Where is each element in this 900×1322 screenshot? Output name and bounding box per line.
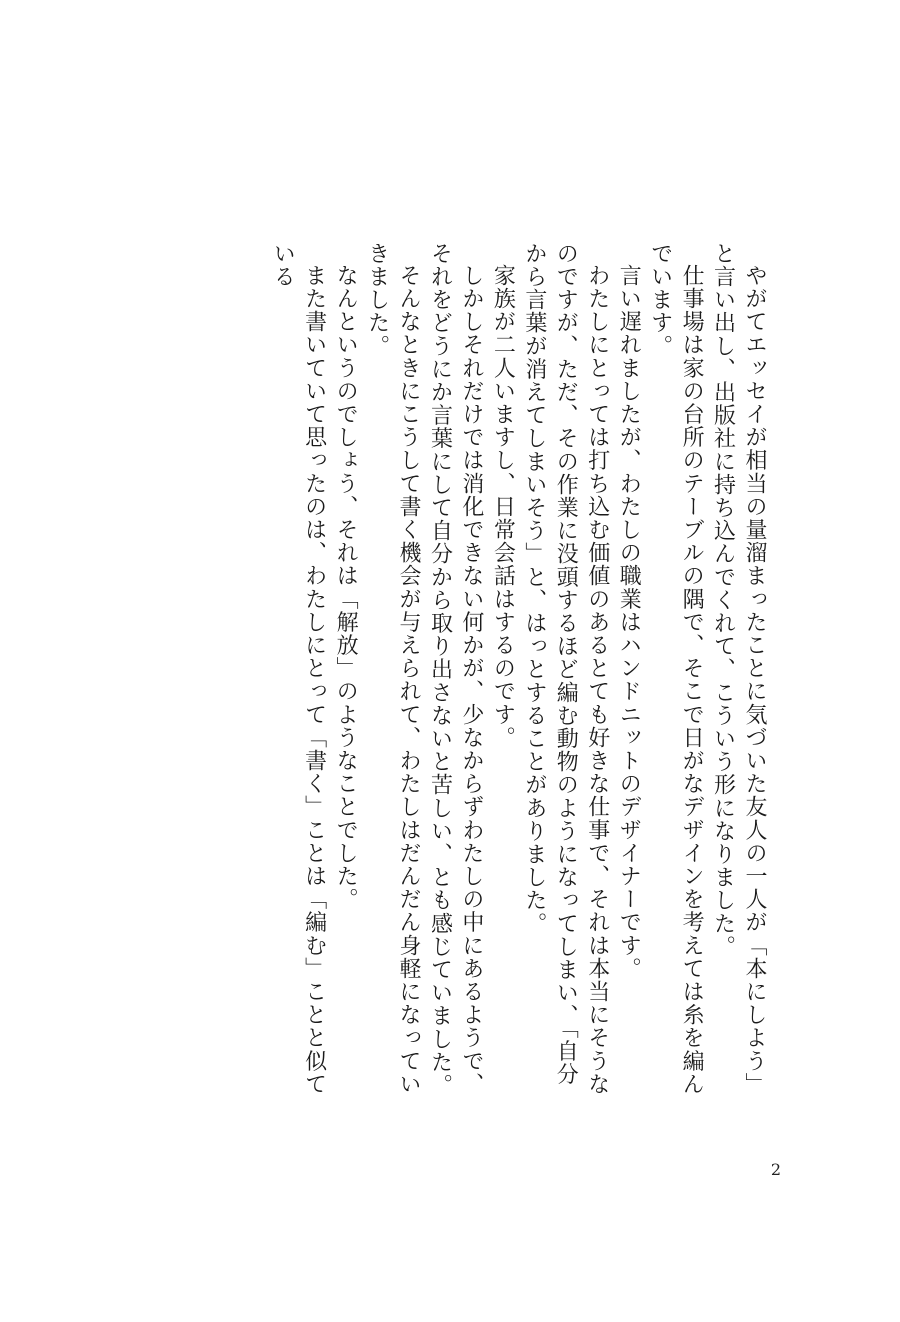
paragraph: 言い遅れましたが、わたしの職業はハンドニットのデザイナーです。 [616,264,642,981]
paragraph: そんなときにこうして書く機会が与えられて、わたしはだんだん身軽になっていきました。 [364,242,422,1096]
paragraph: 仕事場は家の台所のテーブルの隅で、そこで日がなデザインを考えては糸を編んでいます。 [647,242,705,1096]
paragraph: なんというのでしょう、それは「解放」のようなことでした。 [333,264,359,911]
body-text [110,242,770,1102]
paragraph: やがてエッセイが相当の量溜まったことに気づいた友人の一人が「本にしよう」と言い出し、出版社に持ち込んでくれて、こういう形になりました。 [710,242,767,1096]
page-number: 2 [770,1160,782,1179]
paragraph: しかしそれだけでは消化できない何かが、少なからずわたしの中にあるようで、それをどうにか言葉にして自分から取り出さないと苦しい、とも感じていました。 [427,242,484,1097]
paragraph: わたしにとっては打ち込む価値のあるとても好きな仕事で、それは本当にそうなのですが、ただ、その作業に没頭するほど編む動物のようになってしまい、「自分から言葉が消えてしまいそう」と、はっとすることがありました。 [521,242,610,1096]
paragraph: また書いていて思ったのは、わたしにとって「書く」ことは「編む」ことと似ている [270,242,327,1096]
paragraph: 家族が二人いますし、日常会話はするのです。 [490,264,516,750]
